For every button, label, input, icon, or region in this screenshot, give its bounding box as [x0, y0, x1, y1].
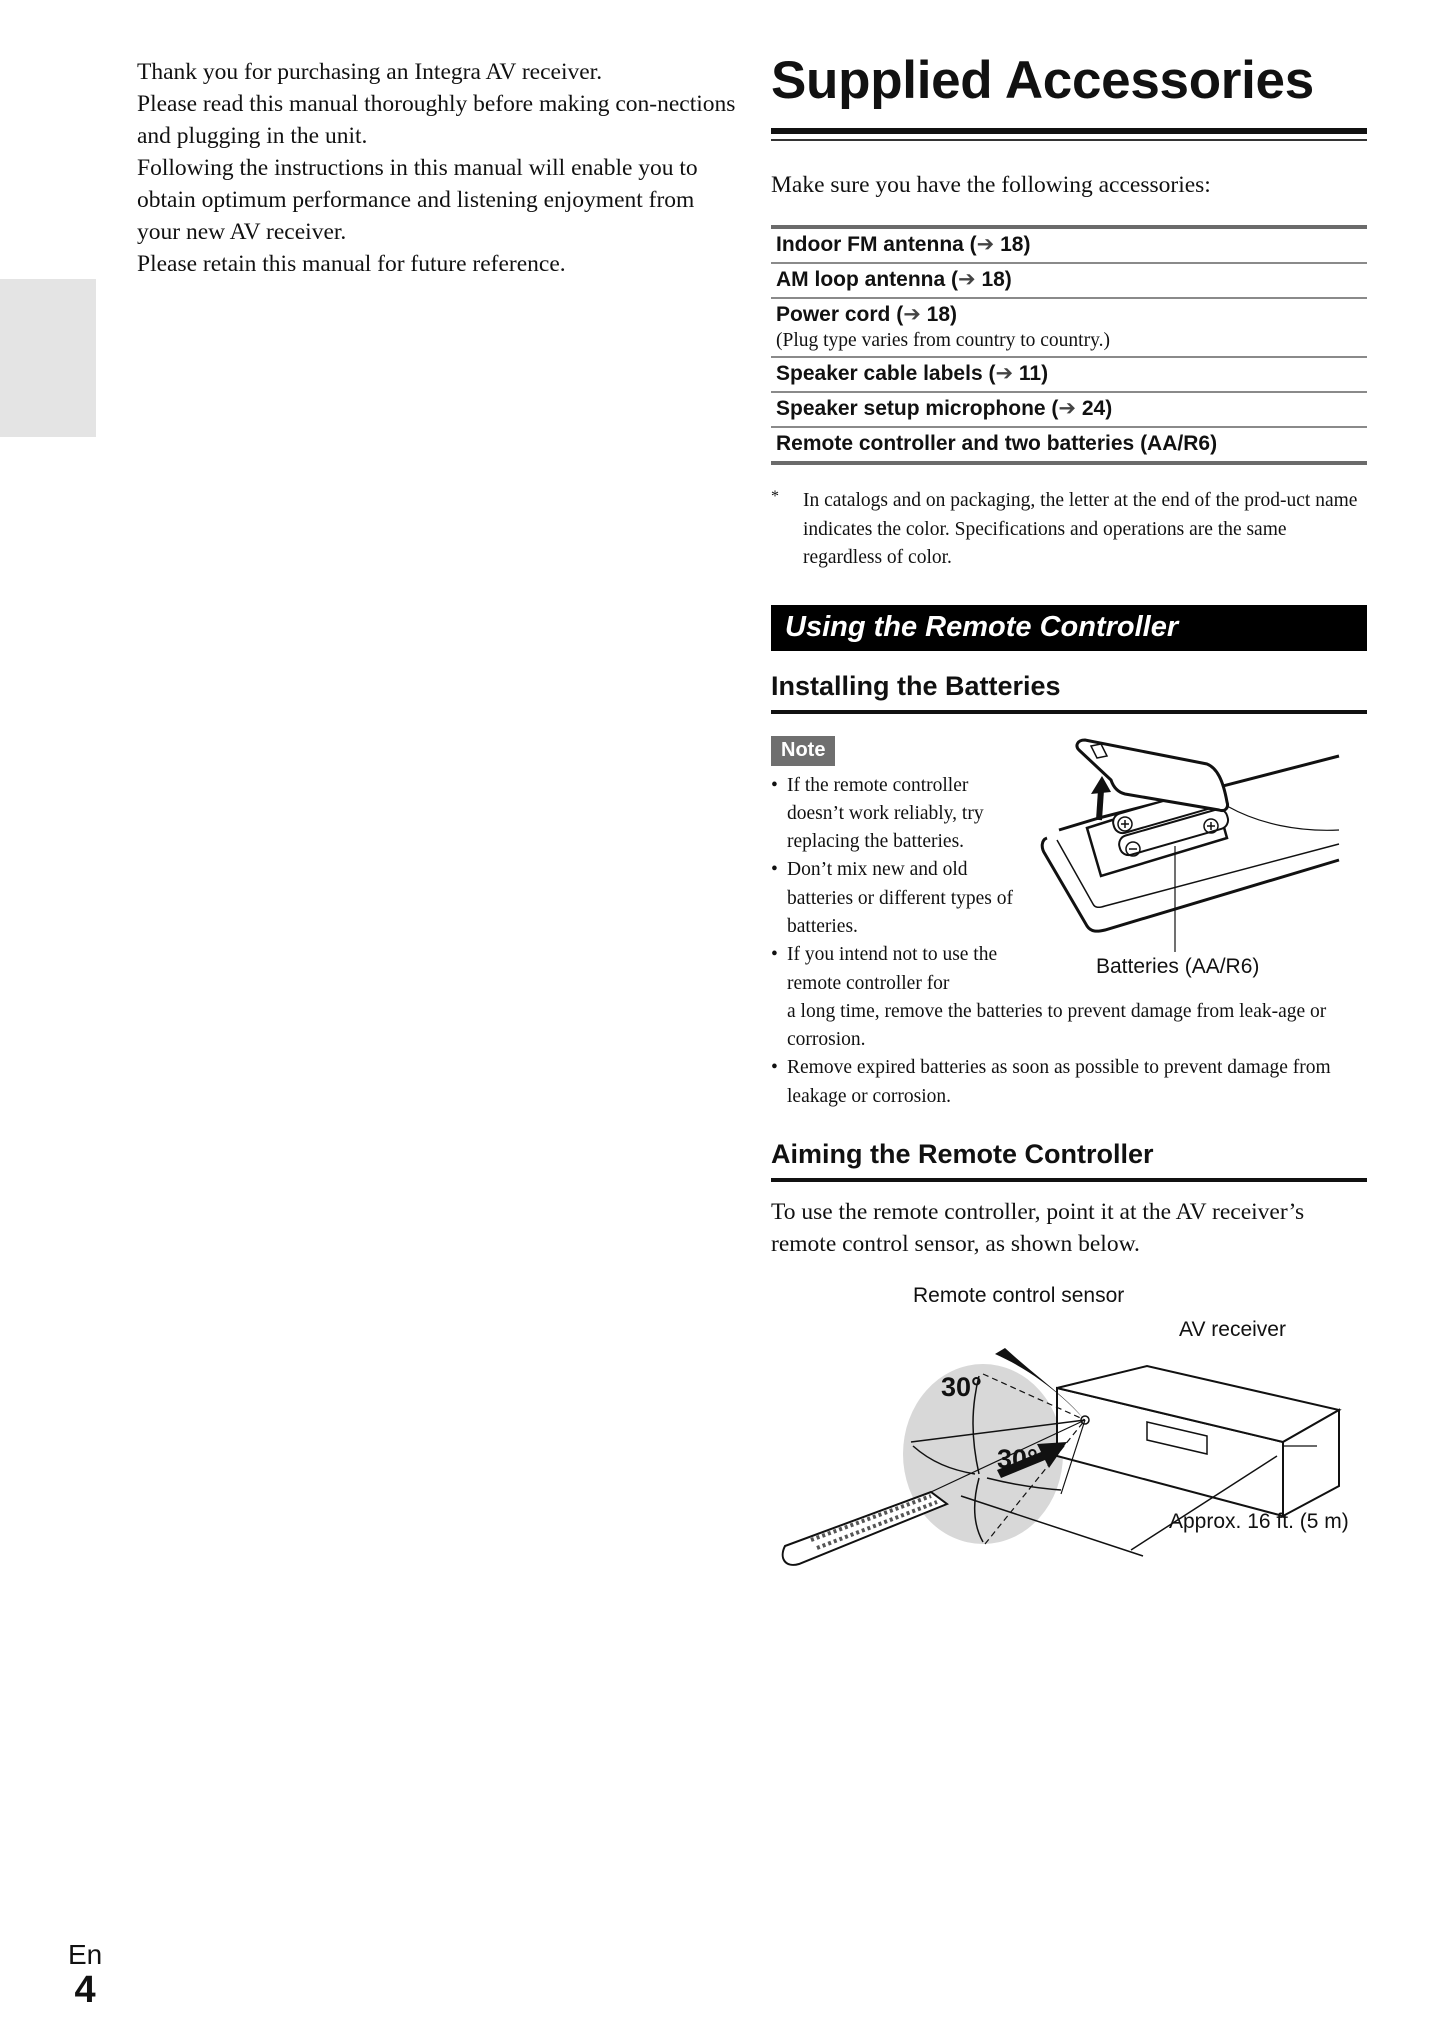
- page-ref-arrow-icon: ➔: [976, 233, 995, 256]
- right-column: [771, 48, 1367, 1578]
- page-number: 4: [74, 1969, 96, 2011]
- note-item: • Remove expired batteries as soon as possible to prevent damage from leakage or corrosion.: [771, 1054, 1367, 1111]
- footnote-text: In catalogs and on packaging, the letter at the end of the prod-uct name indicates the color. Specifications and operations are the same regardless of color.: [803, 490, 1358, 568]
- title-rule-thin: [771, 139, 1367, 141]
- distance-label: Approx. 16 ft. (5 m): [1169, 1510, 1349, 1534]
- page-ref-link[interactable]: 24): [1076, 397, 1113, 420]
- av-receiver-label: AV receiver: [1179, 1318, 1286, 1342]
- aiming-heading: Aiming the Remote Controller: [771, 1139, 1154, 1170]
- angle-top-label: 30°: [941, 1372, 982, 1403]
- language-code: En: [68, 1939, 103, 1970]
- intro-paragraph: Please read this manual thoroughly before making con-nections and plugging in the unit.: [137, 91, 736, 149]
- intro-paragraph: Following the instructions in this manual will enable you to obtain optimum performance and listening enjoyment from your new AV receiver.: [137, 155, 698, 245]
- batteries-figure-label: Batteries (AA/R6): [1096, 954, 1260, 978]
- section-band-title: Using the Remote Controller: [771, 605, 1367, 651]
- note-item: • If you intend not to use the remote controller for a long time, remove the batteries to prevent damage from leak-age or corrosion.: [771, 941, 1367, 1054]
- installing-heading: Installing the Batteries: [771, 670, 1061, 701]
- page-ref-arrow-icon: ➔: [1058, 397, 1077, 420]
- note-item: • If the remote controller doesn’t work reliably, try replacing the batteries.: [771, 772, 1027, 857]
- notes-area: [771, 736, 1367, 1112]
- angle-bottom-label: 30°: [997, 1444, 1038, 1475]
- accessory-name: Remote controller and two batteries (AA/R6): [776, 432, 1218, 455]
- note-item: • Don’t mix new and old batteries or different types of batteries.: [771, 856, 1027, 941]
- accessory-row: [771, 298, 1367, 357]
- page-ref-arrow-icon: ➔: [903, 303, 921, 326]
- page-title: Supplied Accessories: [771, 51, 1314, 110]
- accessory-row: [771, 227, 1367, 263]
- accessory-name: Speaker setup microphone (: [776, 397, 1059, 420]
- accessories-lead: Make sure you have the following accessories:: [771, 172, 1211, 198]
- intro-paragraph: Please retain this manual for future reference.: [137, 251, 566, 277]
- page-footer: [68, 1940, 102, 2010]
- accessory-row: [771, 427, 1367, 463]
- intro-paragraph: Thank you for purchasing an Integra AV receiver.: [137, 59, 603, 85]
- aiming-text: To use the remote controller, point it at the AV receiver’s remote control sensor, as shown below.: [771, 1199, 1305, 1258]
- intro-text: [137, 56, 737, 280]
- installing-section: [771, 669, 1367, 1112]
- title-rule: [771, 128, 1367, 134]
- section-tab-marker: [0, 279, 96, 437]
- accessory-name: Speaker cable labels (: [776, 362, 996, 385]
- aiming-illustration: [771, 1278, 1367, 1578]
- accessory-note: (Plug type varies from country to country.): [776, 330, 1110, 351]
- aiming-section: [771, 1137, 1367, 1578]
- heading-rule: [771, 1178, 1367, 1182]
- accessory-row: [771, 263, 1367, 298]
- accessory-name: AM loop antenna (: [776, 268, 958, 291]
- heading-rule: [771, 710, 1367, 714]
- page-ref-link[interactable]: 18): [920, 303, 957, 326]
- note-badge: Note: [771, 736, 835, 766]
- page-ref-link[interactable]: 18): [994, 233, 1031, 256]
- accessory-name: Indoor FM antenna (: [776, 233, 977, 256]
- accessory-row: [771, 392, 1367, 427]
- remote-sensor-label: Remote control sensor: [913, 1284, 1125, 1308]
- footnote-mark: *: [771, 488, 779, 505]
- page-ref-arrow-icon: ➔: [958, 268, 976, 291]
- accessory-name: Power cord (: [776, 303, 904, 326]
- page-ref-link[interactable]: 11): [1013, 362, 1049, 385]
- accessory-row: [771, 357, 1367, 392]
- page-ref-arrow-icon: ➔: [995, 362, 1014, 385]
- page-ref-link[interactable]: 18): [975, 268, 1012, 291]
- accessories-table: [771, 225, 1367, 465]
- footnote: [771, 487, 1367, 573]
